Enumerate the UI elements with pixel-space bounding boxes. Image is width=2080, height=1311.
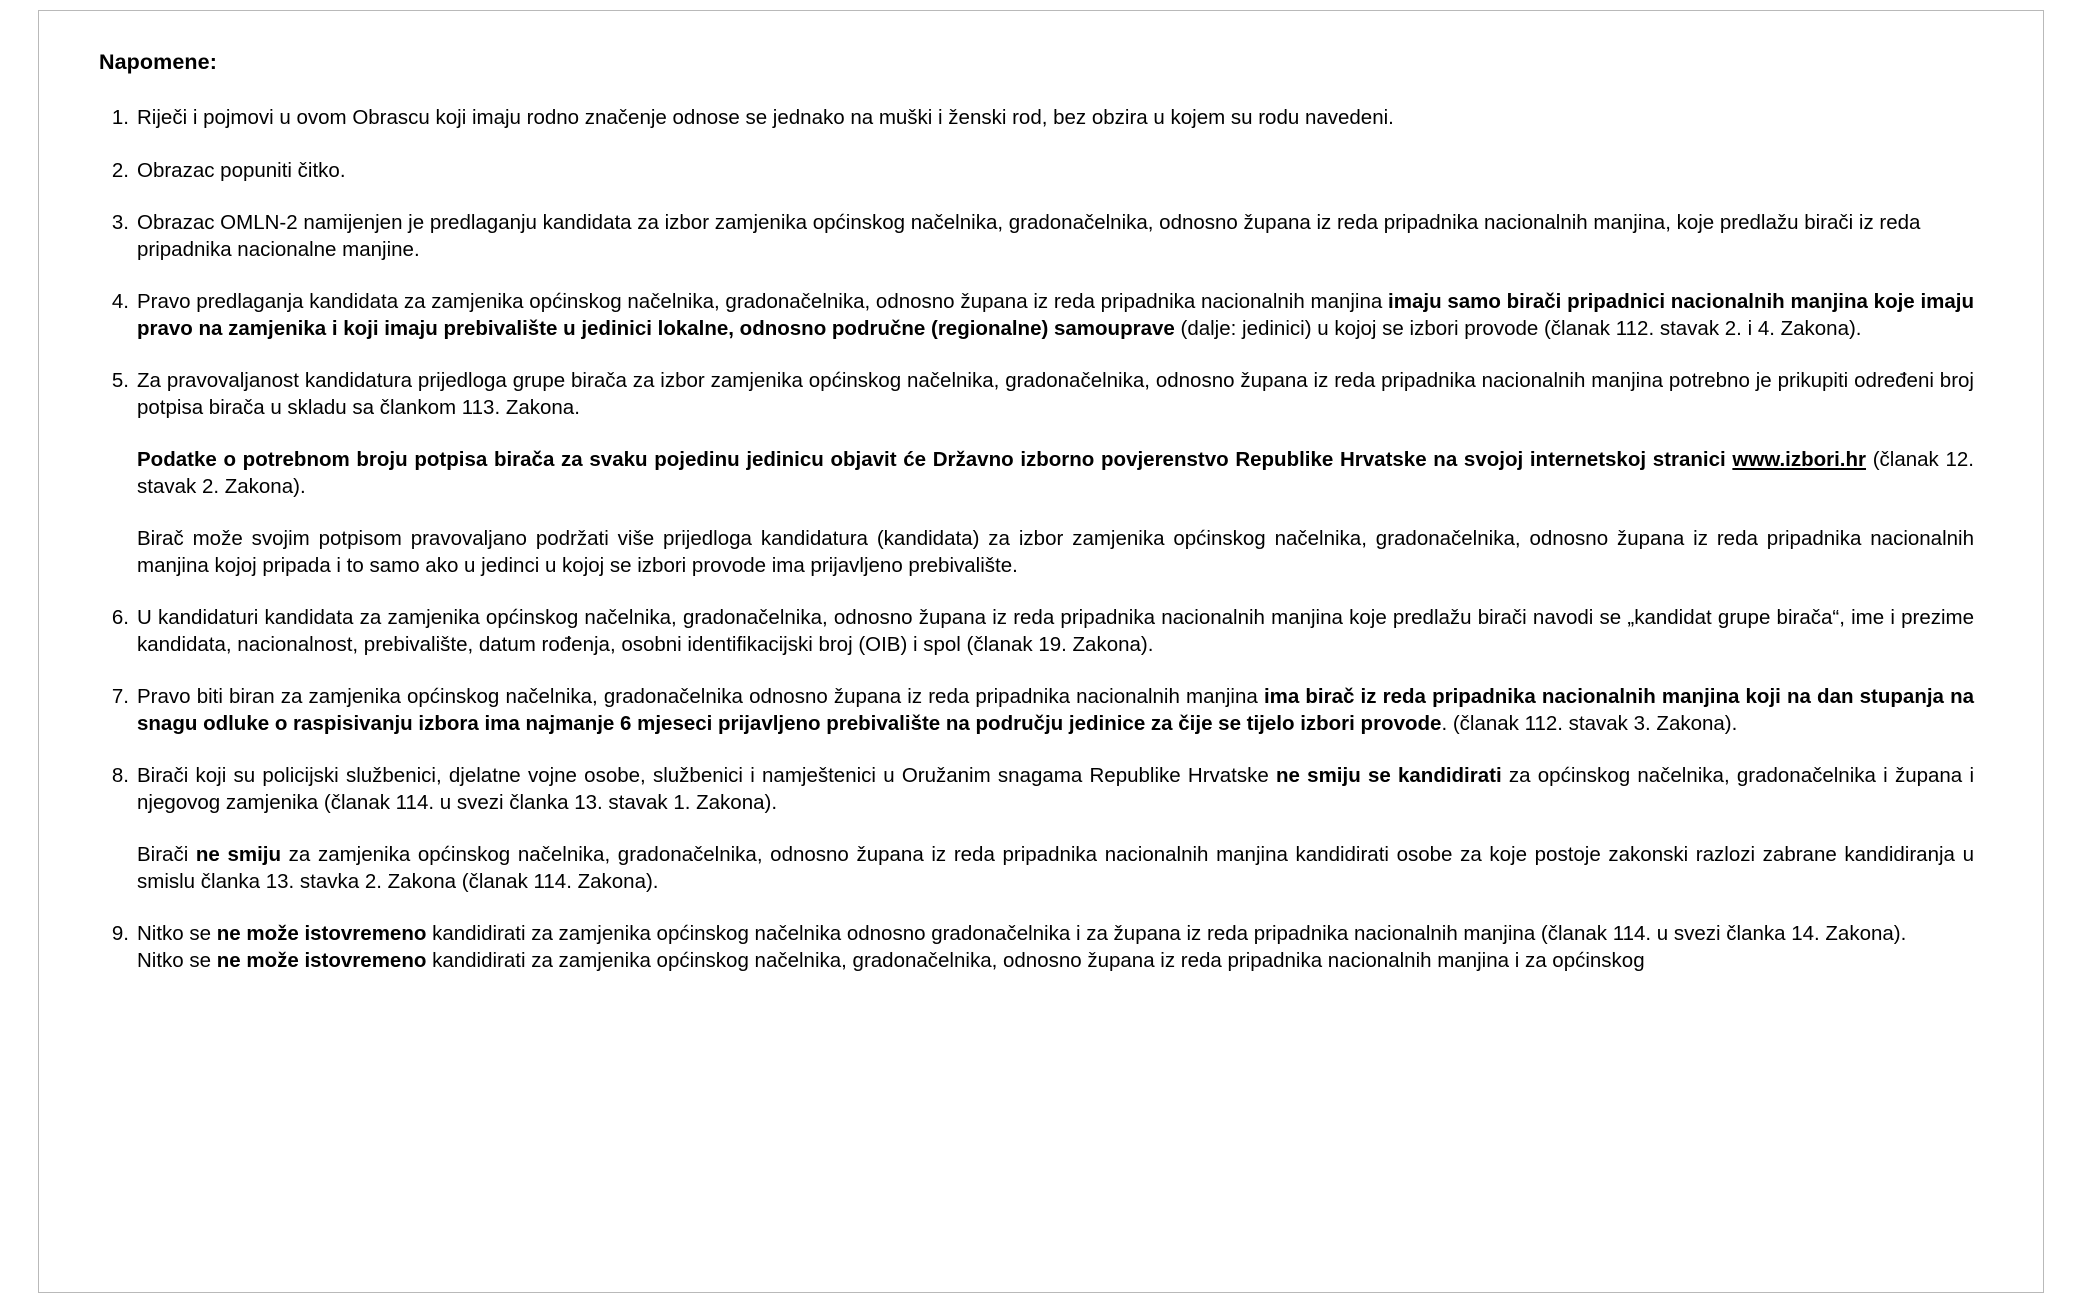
note-paragraph bbox=[137, 158, 1974, 185]
note-paragraph bbox=[137, 605, 1974, 658]
body-text: (dalje: jedinici) u kojoj se izbori provode (članak 112. stavak 2. i 4. Zakona). bbox=[1174, 316, 1862, 340]
note-number: 1. bbox=[111, 106, 129, 129]
body-text: Birači bbox=[137, 843, 196, 866]
note-item bbox=[99, 289, 1974, 342]
note-item bbox=[99, 210, 1974, 263]
note-paragraph bbox=[137, 289, 1974, 342]
body-text: Obrazac OMLN-2 namijenjen je predlaganju kandidata za izbor zamjenika općinskog načelnika, gradonačelnika, odnosno župana iz reda pripadnika nacionalnih manjina, koje predlažu birači iz reda pripadnika nacionalne manjine. bbox=[137, 211, 1921, 261]
emphasis-text: ima birač iz reda pripadnika nacionalnih manjina koji na dan stupanja na snagu odluke o raspisivanju izbora ima najmanje 6 mjeseci prijavljeno prebivalište na području jedinice za čije se tijelo izbori provode bbox=[137, 685, 1974, 735]
body-text: Za pravovaljanost kandidatura prijedloga grupe birača za izbor zamjenika općinskog načelnika, gradonačelnika, odnosno župana iz reda pripadnika nacionalnih manjina potrebno je prikupiti određeni broj potpisa birača u skladu sa člankom 113. Zakona. bbox=[137, 369, 1974, 419]
note-paragraph bbox=[137, 368, 1974, 421]
body-text: Pravo predlaganja kandidata za zamjenika općinskog načelnika, gradonačelnika, odnosno župana iz reda pripadnika nacionalnih manjina bbox=[137, 290, 1389, 313]
note-paragraph bbox=[137, 921, 1974, 948]
document-sheet bbox=[38, 10, 2044, 1293]
note-number: 2. bbox=[111, 158, 129, 182]
document-content bbox=[99, 49, 1974, 1000]
note-item bbox=[99, 605, 1974, 658]
body-text: Nitko se bbox=[137, 922, 217, 945]
note-number: 6. bbox=[111, 606, 129, 629]
emphasis-text: Podatke o potrebnom broju potpisa birača za svaku pojedinu jedinicu objavit će Državno izborno povjerenstvo Republike Hrvatske na svojoj internetskoj stranici bbox=[137, 448, 1733, 471]
note-number: 7. bbox=[111, 685, 129, 708]
note-item bbox=[99, 684, 1974, 737]
body-text: kandidirati za zamjenika općinskog načelnika, gradonačelnika, odnosno župana iz reda pripadnika nacionalnih manjina i za općinskog bbox=[426, 948, 1645, 972]
note-paragraph bbox=[137, 842, 1974, 895]
emphasis-text: ne može istovremeno bbox=[216, 922, 427, 945]
emphasis-text: ne može istovremeno bbox=[216, 948, 427, 972]
body-text: Obrazac popuniti čitko. bbox=[137, 158, 346, 182]
note-item bbox=[99, 105, 1974, 132]
note-paragraph bbox=[137, 526, 1974, 579]
note-paragraph bbox=[137, 447, 1974, 500]
body-text: U kandidaturi kandidata za zamjenika općinskog načelnika, gradonačelnika, odnosno župana iz reda pripadnika nacionalnih manjina koje predlažu birači navodi se „kandidat grupe birača“, ime i prezime kandidata, nacionalnost, prebivalište, datum rođenja, osobni identifikacijski broj (OIB) i spol (članak 19. Zakona). bbox=[137, 606, 1974, 656]
body-text: za zamjenika općinskog načelnika, gradonačelnika, odnosno župana iz reda pripadnika nacionalnih manjina kandidirati osobe za koje postoje zakonski razlozi zabrane kandidiranja u smislu članka 13. stavka 2. Zakona (članak 114. Zakona). bbox=[137, 843, 1974, 893]
body-text: Birač može svojim potpisom pravovaljano podržati više prijedloga kandidatura (kandidata) za izbor zamjenika općinskog načelnika, gradonačelnika, odnosno župana iz reda pripadnika nacionalnih manjina kojoj pripada i to samo ako u jedinci u kojoj se izbori provode ima prijavljeno prebivalište. bbox=[137, 527, 1974, 577]
note-item bbox=[99, 368, 1974, 579]
note-paragraph bbox=[137, 948, 1974, 975]
external-link[interactable]: www.izbori.hr bbox=[1732, 448, 1867, 471]
body-text: za općinskog načelnika, gradonačelnika i župana i njegovog zamjenika (članak 114. u svezi članka 13. stavak 1. Zakona). bbox=[137, 764, 1974, 814]
note-item bbox=[99, 763, 1974, 895]
emphasis-text: imaju samo birači pripadnici nacionalnih manjina koje imaju pravo na zamjenika i koji imaju prebivalište u jedinici lokalne, odnosno područne (regionalne) samouprave bbox=[137, 290, 1974, 340]
body-text: Riječi i pojmovi u ovom Obrascu koji imaju rodno značenje odnose se jednako na muški i ženski rod, bez obzira u kojem su rodu navedeni. bbox=[137, 106, 1394, 129]
body-text: Nitko se bbox=[137, 948, 217, 972]
body-text: (članak 12. stavak 2. Zakona). bbox=[137, 448, 1974, 498]
note-paragraph bbox=[137, 105, 1974, 132]
emphasis-text: ne smiju bbox=[195, 843, 282, 866]
body-text: Pravo biti biran za zamjenika općinskog načelnika, gradonačelnika odnosno župana iz reda pripadnika nacionalnih manjina bbox=[137, 685, 1264, 708]
note-number: 9. bbox=[111, 922, 129, 945]
body-text: . (članak 112. stavak 3. Zakona). bbox=[1441, 711, 1738, 735]
page-title: Napomene: bbox=[99, 50, 217, 74]
body-text: kandidirati za zamjenika općinskog načelnika odnosno gradonačelnika i za župana iz reda pripadnika nacionalnih manjina (članak 114. u svezi članka 14. Zakona). bbox=[426, 922, 1907, 945]
note-number: 4. bbox=[111, 290, 129, 313]
note-paragraph bbox=[137, 684, 1974, 737]
note-item bbox=[99, 921, 1974, 974]
note-paragraph bbox=[137, 763, 1974, 816]
note-item bbox=[99, 158, 1974, 185]
body-text: Birači koji su policijski službenici, djelatne vojne osobe, službenici i namještenici u Oružanim snagama Republike Hrvatske bbox=[137, 764, 1277, 787]
note-number: 5. bbox=[111, 369, 129, 392]
note-number: 3. bbox=[111, 211, 129, 234]
notes-list bbox=[99, 105, 1974, 974]
emphasis-text: ne smiju se kandidirati bbox=[1276, 764, 1502, 787]
note-number: 8. bbox=[111, 764, 129, 787]
note-paragraph bbox=[137, 210, 1974, 263]
